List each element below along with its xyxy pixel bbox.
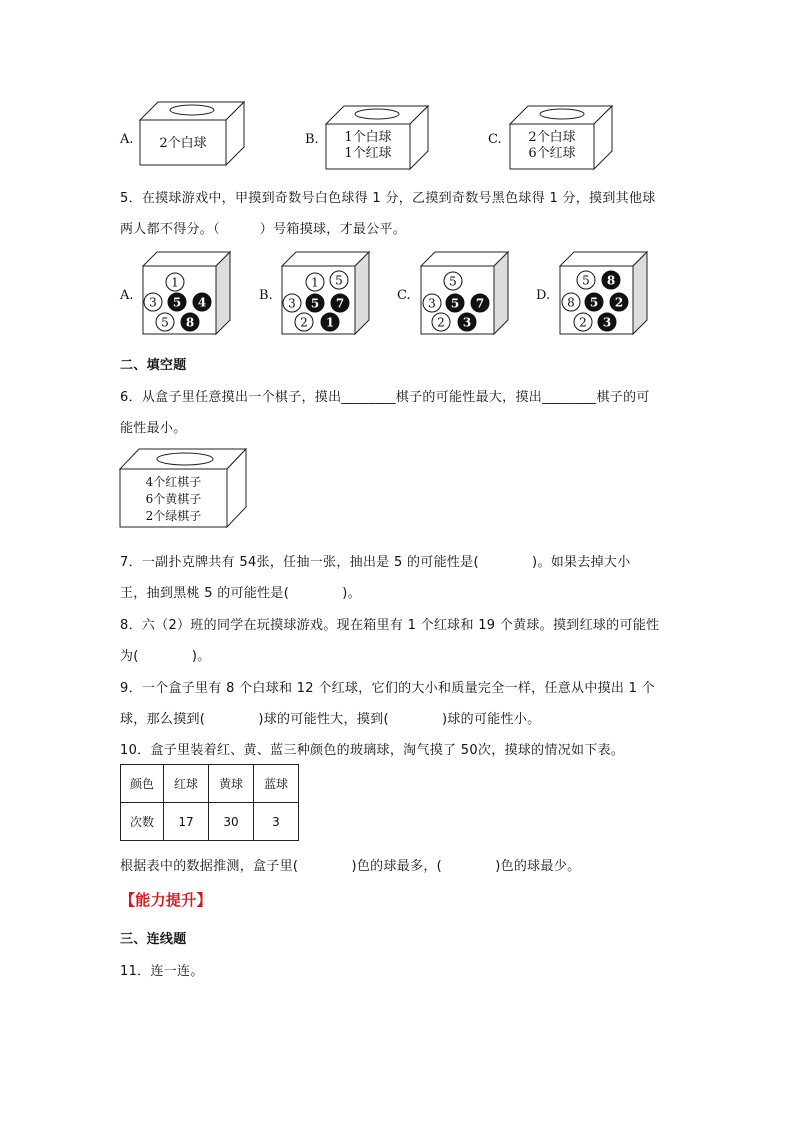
q4-option-b-label: B. — [305, 132, 319, 147]
table-row — [121, 803, 299, 841]
ability-heading: 【能力提升】 — [120, 891, 212, 909]
ball-number: 5 — [161, 315, 169, 330]
q4-option-b-line-2: 1个红球 — [344, 146, 392, 161]
ball-number: 8 — [185, 315, 195, 330]
q7-line-2: 王，抽到黑桃 5 的可能性是( )。 — [120, 586, 361, 601]
section-title-matching: 三、连线题 — [120, 932, 187, 947]
q6-box-line-1: 4个红棋子 — [145, 475, 202, 489]
q4-option-b-line-1: 1个白球 — [344, 130, 392, 145]
ball-number: 2 — [437, 315, 445, 330]
table-cell: 30 — [209, 803, 254, 841]
q5-option-c-label: C. — [397, 288, 411, 303]
q11-line-1: 11．连一连。 — [120, 964, 204, 979]
table-header-cell: 红球 — [164, 765, 209, 803]
q4-option-a-label: A. — [120, 132, 134, 147]
q6-line-1: 6．从盒子里任意摸出一个棋子，摸出________棋子的可能性最大，摸出________棋子的可 — [120, 390, 650, 405]
table-cell: 3 — [254, 803, 299, 841]
ball-number: 1 — [311, 275, 319, 290]
q4-option-a-text: 2个白球 — [159, 136, 207, 151]
ball-number: 5 — [335, 273, 343, 288]
ball-number: 7 — [335, 296, 345, 311]
ball-number: 1 — [325, 315, 335, 330]
q5-option-d-label: D. — [536, 288, 551, 303]
q8-line-1: 8．六（2）班的同学在玩摸球游戏。现在箱里有 1 个红球和 19 个黄球。摸到红球的可能性 — [120, 618, 660, 633]
ball-number: 5 — [589, 295, 599, 310]
ball-number: 7 — [475, 296, 485, 311]
q4-option-c-line-2: 6个红球 — [528, 146, 576, 161]
q10-table — [120, 764, 299, 841]
table-row — [121, 765, 299, 803]
ball-number: 3 — [149, 295, 157, 310]
ball-number: 3 — [602, 315, 612, 330]
ball-number: 3 — [462, 315, 472, 330]
ball-number: 5 — [450, 296, 460, 311]
table-cell: 17 — [164, 803, 209, 841]
section-title-fill-blank: 二、填空题 — [120, 358, 187, 373]
q5-option-b-label: B. — [259, 288, 273, 303]
q7-line-1: 7．一副扑克牌共有 54张，任抽一张，抽出是 5 的可能性是( )。如果去掉大小 — [120, 555, 631, 570]
q9-line-1: 9．一个盒子里有 8 个白球和 12 个红球，它们的大小和质量完全一样，任意从中摸出 1 个 — [120, 681, 655, 696]
table-header-cell: 蓝球 — [254, 765, 299, 803]
q6-box-line-2: 6个黄棋子 — [145, 492, 202, 506]
ball-number: 2 — [300, 315, 308, 330]
ball-number: 4 — [197, 295, 207, 310]
q10-line-1: 10．盒子里装着红、黄、蓝三种颜色的玻璃球，淘气摸了 50次，摸球的情况如下表。 — [120, 743, 625, 758]
q5-line-1: 5．在摸球游戏中，甲摸到奇数号白色球得 1 分，乙摸到奇数号黑色球得 1 分，摸到其他球 — [120, 191, 656, 206]
q6-line-2: 能性最小。 — [120, 421, 187, 436]
ball-number: 2 — [614, 295, 624, 310]
q8-line-2: 为( )。 — [120, 649, 211, 664]
q5-option-a-label: A. — [120, 288, 134, 303]
q6-box-line-3: 2个绿棋子 — [145, 509, 202, 523]
table-header-cell: 颜色 — [121, 765, 164, 803]
ball-number: 3 — [428, 296, 436, 311]
ball-number: 3 — [288, 296, 296, 311]
ball-number: 1 — [171, 275, 179, 290]
ball-number: 5 — [582, 273, 590, 288]
ball-number: 5 — [310, 296, 320, 311]
q6-box-text — [120, 474, 227, 525]
ball-number: 8 — [606, 273, 616, 288]
ball-number: 5 — [449, 274, 457, 289]
ball-number: 8 — [567, 295, 575, 310]
ball-number: 5 — [172, 295, 182, 310]
q10-line-2: 根据表中的数据推测，盒子里( )色的球最多，( )色的球最少。 — [120, 859, 581, 874]
table-cell: 次数 — [121, 803, 164, 841]
q5-line-2: 两人都不得分。（ ）号箱摸球，才最公平。 — [120, 222, 407, 237]
q4-option-c-label: C. — [488, 132, 502, 147]
q4-option-c-line-1: 2个白球 — [528, 130, 576, 145]
ball-number: 2 — [579, 315, 587, 330]
q9-line-2: 球，那么摸到( )球的可能性大，摸到( )球的可能性小。 — [120, 712, 541, 727]
table-header-cell: 黄球 — [209, 765, 254, 803]
